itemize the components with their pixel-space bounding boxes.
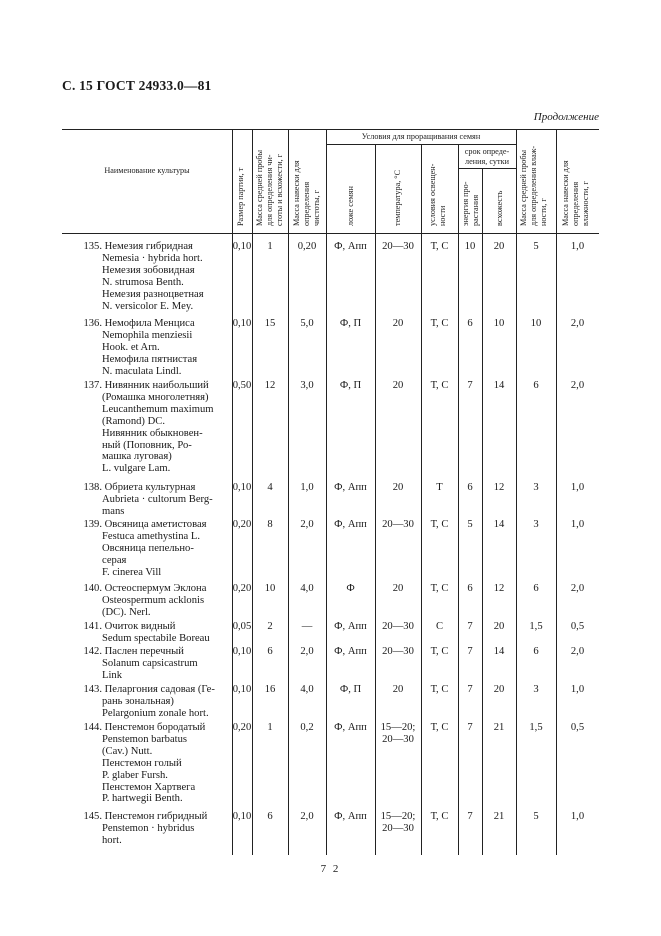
cell-light: Т, С — [430, 811, 449, 822]
table-row-name — [68, 519, 230, 579]
culture-name-line: Aubrieta · cultorum Berg- — [102, 493, 213, 505]
culture-name-line: F. cinerea Vill — [102, 566, 162, 578]
cell-germ: 21 — [493, 811, 505, 822]
cell-purity: 4,0 — [300, 583, 314, 594]
cell-temp: 20—30 — [382, 621, 414, 632]
cell-avg: 15 — [264, 318, 276, 329]
cell-msample: 1,5 — [529, 621, 543, 632]
cell-germ: 12 — [493, 482, 505, 493]
culture-name-line: Nemesia · hybrida hort. — [102, 252, 203, 264]
cell-temp: 15—20; 20—30 — [380, 811, 416, 834]
cell-mweigh: 0,5 — [570, 621, 585, 632]
cell-bed: Ф, Апп — [334, 241, 367, 252]
column-header-bed — [346, 186, 356, 226]
cell-germ: 20 — [493, 241, 505, 252]
table-row-name — [68, 318, 230, 378]
page-number: 7 2 — [320, 863, 341, 875]
culture-name-line: mans — [102, 505, 125, 517]
cell-avg: 16 — [264, 684, 276, 695]
column-header-light-line: ности — [438, 205, 447, 226]
column-header-moisture-weigh — [561, 160, 591, 226]
cell-lot: 0,10 — [232, 646, 252, 657]
header-bottom-rule — [62, 233, 599, 234]
cell-lot: 0,20 — [232, 519, 252, 530]
cell-energy: 5 — [467, 519, 473, 530]
cell-light: Т — [436, 482, 443, 493]
culture-name-line: Овсяница пепельно- — [102, 542, 194, 554]
cell-light: Т, С — [430, 318, 449, 329]
cell-lot: 0,50 — [232, 380, 252, 391]
term-sub-divider — [482, 168, 483, 855]
column-header-purity-sample-line: чистоты, г — [312, 189, 321, 226]
column-header-term-group — [458, 147, 516, 167]
cell-mweigh: 1,0 — [570, 684, 585, 695]
cell-msample: 6 — [533, 583, 539, 594]
cell-bed: Ф, Апп — [334, 621, 367, 632]
culture-name-line: Обриета культурная — [104, 482, 196, 493]
culture-name-line: Немезия разноцветная — [102, 288, 204, 300]
cell-bed: Ф, П — [339, 684, 362, 695]
cell-msample: 3 — [533, 519, 539, 530]
culture-name-line: (Ромашка многолетняя) — [102, 391, 209, 403]
row-number: 140. — [83, 583, 102, 594]
column-header-purity-sample-line: определения — [302, 181, 311, 226]
column-header-temperature — [393, 170, 403, 226]
culture-name-line: L. vulgare Lam. — [102, 463, 171, 475]
cell-germ: 14 — [493, 380, 505, 391]
cell-bed: Ф, П — [339, 318, 362, 329]
cell-mweigh: 2,0 — [570, 380, 585, 391]
cell-mweigh: 2,0 — [570, 646, 585, 657]
cell-light: Т, С — [430, 519, 449, 530]
cell-energy: 7 — [467, 722, 473, 733]
cell-germ: 10 — [493, 318, 505, 329]
cell-energy: 10 — [464, 241, 476, 252]
column-header-germination — [495, 191, 505, 226]
cell-temp: 20—30 — [382, 241, 414, 252]
cell-lot: 0,10 — [232, 811, 252, 822]
culture-name-line: P. glaber Fursh. — [102, 769, 168, 781]
row-number: 137. — [83, 380, 102, 391]
table-top-rule — [62, 129, 599, 130]
culture-name-line: Sedum spectabile Boreau — [102, 632, 210, 644]
column-header-avg-sample-line: стоты и всхожести, г — [275, 153, 284, 226]
cell-msample: 5 — [533, 811, 539, 822]
cell-mweigh: 2,0 — [570, 318, 585, 329]
column-header-name: Наименование культуры — [104, 166, 190, 175]
cell-msample: 6 — [533, 380, 539, 391]
culture-name-line: Немофила Менциса — [104, 318, 195, 329]
culture-name-line: N. versicolor E. Mey. — [102, 300, 194, 312]
cell-temp: 20 — [392, 318, 404, 329]
column-header-temperature-line: температура, °С — [393, 169, 402, 226]
cell-germ: 20 — [493, 621, 505, 632]
culture-name-line: Немезия гибридная — [104, 241, 193, 252]
culture-name-line: hort. — [102, 834, 122, 846]
cell-bed: Ф, Апп — [334, 811, 367, 822]
cell-msample: 6 — [533, 646, 539, 657]
column-header-moisture-sample-line: Масса средней пробы — [519, 149, 528, 226]
cell-light: Т, С — [430, 241, 449, 252]
table-row-name — [68, 482, 230, 518]
cell-temp: 15—20; 20—30 — [380, 722, 416, 745]
culture-name-line: Nemophila menziesii — [102, 329, 193, 341]
row-number: 139. — [83, 519, 102, 530]
culture-name-line: (Ramond) DC. — [102, 415, 165, 427]
cell-germ: 21 — [493, 722, 505, 733]
cell-temp: 20—30 — [382, 519, 414, 530]
culture-name-line: Pelargonium zonale hort. — [102, 707, 209, 719]
cell-temp: 20—30 — [382, 646, 414, 657]
cell-light: Т, С — [430, 380, 449, 391]
culture-name-line: Пенстемон гибридный — [104, 811, 208, 822]
table-row-name — [68, 811, 230, 847]
cell-mweigh: 1,0 — [570, 482, 585, 493]
column-header-light-line: условия освещен- — [428, 163, 437, 226]
culture-name-line: Link — [102, 669, 123, 681]
column-header-energy-line: энергия про- — [461, 181, 470, 226]
culture-name-line: Овсяница аметистовая — [104, 519, 207, 530]
cell-avg: 2 — [267, 621, 273, 632]
table-row-name — [68, 722, 230, 805]
table-row-name — [68, 583, 230, 619]
culture-name-line: N. maculata Lindl. — [102, 365, 182, 377]
page-header: С. 15 ГОСТ 24933.0—81 — [62, 78, 212, 93]
cell-energy: 6 — [467, 583, 473, 594]
culture-name-line: N. strumosa Benth. — [102, 276, 184, 288]
cell-lot: 0,20 — [232, 722, 252, 733]
cell-energy: 6 — [467, 482, 473, 493]
cell-purity: 4,0 — [300, 684, 314, 695]
cell-lot: 0,10 — [232, 684, 252, 695]
column-header-lot-size — [236, 168, 246, 226]
cell-purity: 3,0 — [300, 380, 314, 391]
column-header-moisture-weigh-line: влажности, г — [581, 181, 590, 226]
cell-mweigh: 1,0 — [570, 519, 585, 530]
row-number: 144. — [83, 722, 102, 733]
culture-name-line: Osteospermum acklonis — [102, 594, 205, 606]
cell-avg: 6 — [267, 811, 273, 822]
column-header-moisture-sample-line: ности, г — [539, 198, 548, 226]
culture-name-line: серая — [102, 554, 127, 566]
cell-msample: 10 — [530, 318, 542, 329]
column-header-term-group-line: срок опреде- — [464, 147, 510, 156]
cell-msample: 3 — [533, 684, 539, 695]
cell-bed: Ф, Апп — [334, 482, 367, 493]
culture-name-line: Пенстемон Хартвега — [102, 781, 196, 793]
cell-purity: 2,0 — [300, 519, 314, 530]
culture-name-line: рань зональная) — [102, 695, 174, 707]
cell-avg: 12 — [264, 380, 276, 391]
row-number: 138. — [83, 482, 102, 493]
column-header-germination-line: всхожесть — [495, 190, 504, 226]
column-header-lot-size-line: Размер партии, т — [236, 167, 245, 226]
column-header-term-group-line: ления, сутки — [465, 157, 509, 166]
cell-germ: 20 — [493, 684, 505, 695]
cell-bed: Ф, П — [339, 380, 362, 391]
cell-mweigh: 0,5 — [570, 722, 585, 733]
cell-lot: 0,20 — [232, 583, 252, 594]
row-number: 141. — [83, 621, 102, 632]
column-header-moisture-sample-line: для определения влаж- — [529, 145, 538, 226]
column-header-energy — [461, 182, 481, 226]
cell-temp: 20 — [392, 583, 404, 594]
cell-temp: 20 — [392, 684, 404, 695]
cell-bed: Ф — [346, 583, 355, 594]
cell-temp: 20 — [392, 380, 404, 391]
cell-purity: 1,0 — [300, 482, 314, 493]
column-header-germination-group: Условия для проращивания семян — [361, 132, 481, 141]
cell-lot: 0,10 — [232, 241, 252, 252]
cell-energy: 6 — [467, 318, 473, 329]
cell-lot: 0,05 — [232, 621, 252, 632]
cell-light: Т, С — [430, 684, 449, 695]
culture-name-line: Solanum capsicastrum — [102, 657, 198, 669]
culture-name-line: Hook. et Arn. — [102, 341, 160, 353]
cell-avg: 4 — [267, 482, 273, 493]
row-number: 145. — [83, 811, 102, 822]
cell-avg: 6 — [267, 646, 273, 657]
cell-avg: 1 — [267, 241, 273, 252]
cell-msample: 3 — [533, 482, 539, 493]
cell-purity: 2,0 — [300, 646, 314, 657]
culture-name-line: (Cav.) Nutt. — [102, 745, 153, 757]
culture-name-line: машка луговая) — [102, 451, 172, 463]
cell-msample: 5 — [533, 241, 539, 252]
column-header-moisture-weigh-line: определения — [571, 181, 580, 226]
culture-name-line: Leucanthemum maximum — [102, 403, 214, 415]
cell-energy: 7 — [467, 811, 473, 822]
table-row-name — [68, 380, 230, 475]
table-row-name — [68, 684, 230, 720]
cell-temp: 20 — [392, 482, 404, 493]
cell-germ: 14 — [493, 646, 505, 657]
cell-avg: 1 — [267, 722, 273, 733]
culture-name-line: Пеларгония садовая (Ге- — [104, 684, 215, 695]
term-group-rule — [458, 168, 516, 169]
cell-energy: 7 — [467, 646, 473, 657]
column-header-purity-sample — [292, 160, 322, 226]
cell-purity: 0,2 — [300, 722, 314, 733]
culture-name-line: Очиток видный — [104, 621, 176, 632]
cell-light: Т, С — [430, 646, 449, 657]
cell-avg: 10 — [264, 583, 276, 594]
column-header-purity-sample-line: Масса навески для — [292, 160, 301, 226]
cell-lot: 0,10 — [232, 482, 252, 493]
table-row-name — [68, 241, 230, 312]
column-header-energy-line: растания — [471, 194, 480, 226]
cell-msample: 1,5 — [529, 722, 543, 733]
cell-energy: 7 — [467, 621, 473, 632]
continuation-label: Продолжение — [533, 111, 599, 123]
culture-name-line: Festuca amethystina L. — [102, 530, 200, 542]
culture-name-line: Пенстемон голый — [102, 757, 182, 769]
cell-mweigh: 2,0 — [570, 583, 585, 594]
cell-energy: 7 — [467, 380, 473, 391]
cell-light: Т, С — [430, 583, 449, 594]
culture-name-line: Пенстемон бородатый — [104, 722, 206, 733]
cell-bed: Ф, Апп — [334, 646, 367, 657]
cell-lot: 0,10 — [232, 318, 252, 329]
row-number: 142. — [83, 646, 102, 657]
table-row-name — [68, 646, 230, 682]
cell-purity: 2,0 — [300, 811, 314, 822]
culture-name-line: Немезия зобовидная — [102, 264, 195, 276]
cell-purity: — — [301, 621, 313, 632]
column-header-avg-sample-line: Масса средней пробы — [255, 149, 264, 226]
cell-purity: 0,20 — [297, 241, 317, 252]
culture-name-line: P. hartwegii Benth. — [102, 793, 183, 805]
cell-germ: 14 — [493, 519, 505, 530]
culture-name-line: ный (Поповник, Ро- — [102, 439, 192, 451]
row-number: 143. — [83, 684, 102, 695]
cell-mweigh: 1,0 — [570, 241, 585, 252]
column-header-bed-line: ложе семян — [346, 186, 355, 226]
cell-avg: 8 — [267, 519, 273, 530]
cell-light: Т, С — [430, 722, 449, 733]
culture-name-line: (DC). Nerl. — [102, 606, 151, 618]
column-header-moisture-weigh-line: Масса навески для — [561, 160, 570, 226]
cell-light: С — [435, 621, 444, 632]
cell-energy: 7 — [467, 684, 473, 695]
column-header-avg-sample-line: для определения чи- — [265, 154, 274, 226]
table-row-name — [68, 621, 230, 645]
culture-name-line: Нивянник наибольший — [104, 380, 209, 391]
row-number: 135. — [83, 241, 102, 252]
cell-purity: 5,0 — [300, 318, 314, 329]
culture-name-line: Нивянник обыкновен- — [102, 427, 203, 439]
cell-bed: Ф, Апп — [334, 722, 367, 733]
culture-name-line: Penstemon barbatus — [102, 733, 188, 745]
cell-germ: 12 — [493, 583, 505, 594]
culture-name-line: Остеоспермум Эклона — [104, 583, 207, 594]
culture-name-line: Немофила пятнистая — [102, 353, 198, 365]
cell-mweigh: 1,0 — [570, 811, 585, 822]
column-header-light — [428, 164, 448, 226]
culture-name-line: Penstemon · hybridus — [102, 822, 195, 834]
column-header-moisture-sample — [519, 146, 549, 226]
column-header-avg-sample — [255, 150, 285, 226]
cell-bed: Ф, Апп — [334, 519, 367, 530]
row-number: 136. — [83, 318, 102, 329]
culture-name-line: Паслен перечный — [104, 646, 184, 657]
